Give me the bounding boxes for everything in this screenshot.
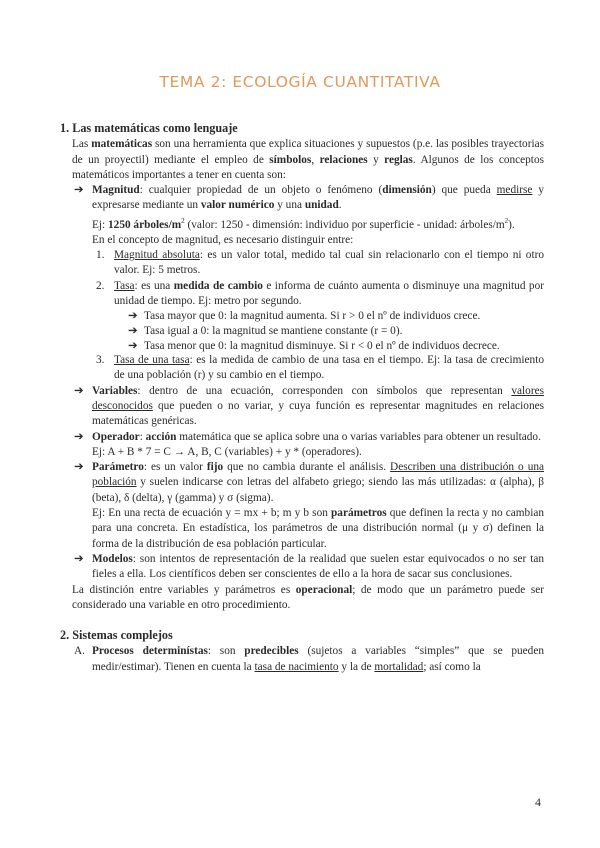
document-body bbox=[58, 121, 544, 675]
bullet-modelos: ➔ Modelos: son intentos de representación de la realidad que suelen estar equivocados o no ser tan fieles a ella. Los científicos deben ser conscientes de ello a la hora de sacar sus conclusiones. bbox=[74, 552, 544, 581]
section-heading-1: 1. Las matemáticas como lenguaje bbox=[60, 121, 238, 135]
intro-paragraph: Las matemáticas son una herramienta que explica situaciones y supuestos (p.e. las posibles trayectorias de un proyectil) mediante el empleo de símbolos, relaciones y reglas. Algunos de los conceptos matemáticos importantes a tener en cuenta son: bbox=[72, 138, 545, 181]
operador-example: Ej: A + B * 7 = C → A, B, C (variables) + y * (operadores). bbox=[92, 445, 362, 458]
arrow-bullet-icon: ➔ bbox=[74, 552, 84, 565]
page-number: 4 bbox=[535, 795, 541, 809]
arrow-bullet-icon: ➔ bbox=[74, 430, 84, 443]
tasa-subitem: ➔ Tasa mayor que 0: la magnitud aumenta. Si r > 0 el nº de individuos crece. bbox=[128, 310, 481, 323]
numbered-item-1: 1. Magnitud absoluta: es un valor total, medido tal cual sin relacionarlo con el tiempo ni otro valor. Ej: 5 metros. bbox=[96, 249, 544, 277]
section-gap bbox=[58, 613, 544, 628]
bullet-variables: ➔ Variables: dentro de una ecuación, corresponden con símbolos que representan valores desconocidos que pueden o no variar, y cuya función es representar magnitudes en relaciones matemáticas genéricas. bbox=[74, 384, 544, 428]
arrow-bullet-icon: ➔ bbox=[128, 310, 138, 323]
section-heading-2: 2. Sistemas complejos bbox=[60, 628, 173, 643]
tasa-subitem: ➔ Tasa igual a 0: la magnitud se mantiene constante (r = 0). bbox=[128, 324, 403, 337]
arrow-bullet-icon: ➔ bbox=[74, 461, 84, 474]
bullet-operador: ➔ Operador: acción matemática que se aplica sobre una o varias variables para obtener un resultado. bbox=[58, 430, 544, 445]
arrow-bullet-icon: ➔ bbox=[128, 339, 138, 352]
magnitud-example: Ej: 1250 árboles/$m^2$ (valor: 1250 - dimensión: individuo por superficie - unidad: árboles/$m^2$). bbox=[92, 216, 515, 231]
bullet-parametro: ➔ Parámetro: es un valor fijo que no cambia durante el análisis. Describen una distribución o una población y suelen indicarse con letras del alfabeto griego; siendo las más utilizadas: α (alpha), β (beta), δ (delta), γ (gamma) y σ (sigma). bbox=[74, 461, 544, 504]
page-title: TEMA 2: ECOLOGÍA CUANTITATIVA bbox=[159, 73, 441, 91]
numbered-item-3: 3. Tasa de una tasa: es la medida de cambio de una tasa en el tiempo. Ej: la tasa de crecimiento de una población (r) y su cambio en el tiempo. bbox=[96, 354, 544, 382]
alpha-item-a: A. Procesos determinístas: son predecibles (sujetos a variables “simples” que se pueden medir/estimar). Tienen en cuenta la tasa de nacimiento y la de mortalidad; así como la bbox=[74, 645, 544, 673]
magnitud-note: En el concepto de magnitud, es necesario distinguir entre: bbox=[92, 233, 354, 246]
numbered-item-2: 2. Tasa: es una medida de cambio e informa de cuánto aumenta o disminuye una magnitud por unidad de tiempo. Ej: metro por segundo. bbox=[96, 279, 544, 308]
closing-paragraph: La distinción entre variables y parámetros es operacional; de modo que un parámetro puede ser considerado una variable en otro procedimiento. bbox=[72, 583, 544, 611]
arrow-bullet-icon: ➔ bbox=[74, 384, 84, 397]
parametro-example: Ej: En una recta de ecuación y = mx + b; m y b son parámetros que definen la recta y no cambian para una concreta. En estadística, los parámetros de una distribución normal (μ y σ) definen la forma de la distribución de esa población particular. bbox=[92, 507, 544, 550]
bullet-magnitud: ➔ Magnitud: cualquier propiedad de un objeto o fenómeno (dimensión) que pueda medirse y expresarse mediante un valor numérico y una unidad. bbox=[74, 184, 544, 212]
arrow-bullet-icon: ➔ bbox=[74, 184, 84, 197]
tasa-subitem: ➔ Tasa menor que 0: la magnitud disminuye. Si r < 0 el nº de individuos decrece. bbox=[128, 339, 500, 352]
arrow-bullet-icon: ➔ bbox=[128, 324, 138, 337]
